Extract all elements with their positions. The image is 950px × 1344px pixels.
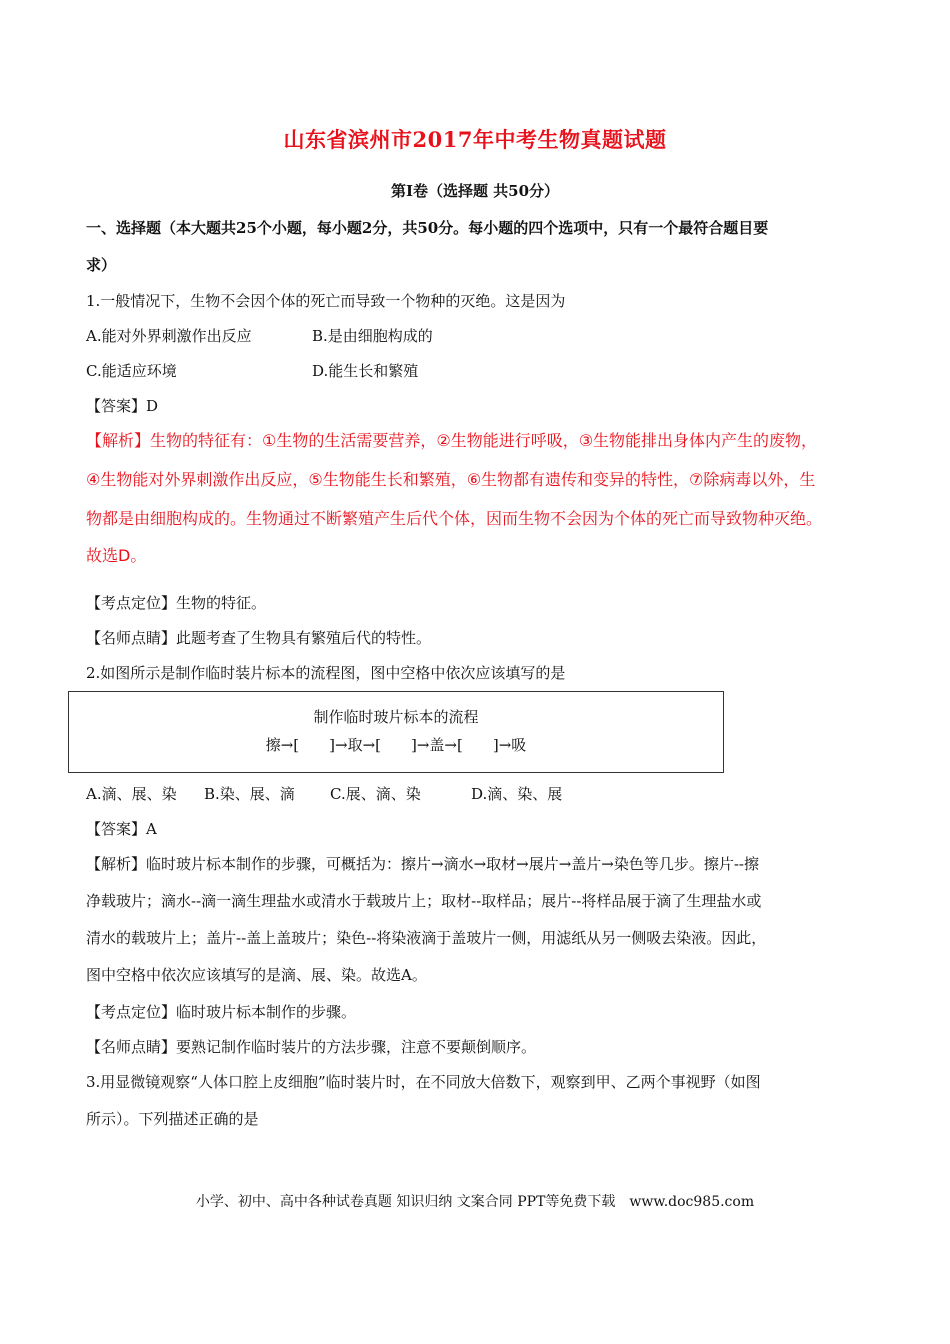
q1-option-a: A.能对外界刺激作出反应 <box>86 327 252 345</box>
section-instructions-line1: 一、选择题（本大题共25个小题，每小题2分，共50分。每小题的四个选项中，只有一个最符合题目要 <box>86 219 769 237</box>
section-instructions-line2: 求） <box>86 256 117 274</box>
flowchart-steps: 擦→[ ]→取→[ ]→盖→[ ]→吸 <box>265 736 527 754</box>
q2-option-c: C.展、滴、染 <box>330 785 421 803</box>
section-subtitle: 第Ⅰ卷（选择题 共50分） <box>390 182 560 200</box>
q2-analysis-line1: 【解析】临时玻片标本制作的步骤，可概括为：擦片→滴水→取材→展片→盖片→染色等几步。擦片--擦 <box>86 855 759 873</box>
q1-option-d: D.能生长和繁殖 <box>312 362 419 380</box>
q2-answer: 【答案】A <box>86 820 157 838</box>
q1-kaodian: 【考点定位】生物的特征。 <box>86 594 267 612</box>
q3-stem-line2: 所示）。下列描述正确的是 <box>86 1110 259 1128</box>
q1-option-b: B.是由细胞构成的 <box>312 327 433 345</box>
flowchart-box <box>68 691 724 773</box>
q1-answer: 【答案】D <box>86 397 159 415</box>
q1-analysis-line3: 物都是由细胞构成的。生物通过不断繁殖产生后代个体，因而生物不会因为个体的死亡而导致物种灭绝。 <box>86 509 823 528</box>
page-title: 山东省滨州市2017年中考生物真题试题 <box>283 127 667 152</box>
q1-analysis-line1: 【解析】生物的特征有：①生物的生活需要营养，②生物能进行呼吸，③生物能排出身体内产生的废物， <box>86 431 818 450</box>
q1-option-c: C.能适应环境 <box>86 362 177 380</box>
q2-kaodian: 【考点定位】临时玻片标本制作的步骤。 <box>86 1003 357 1021</box>
page-footer: 小学、初中、高中各种试卷真题 知识归纳 文案合同 PPT等免费下载 www.doc985.com <box>195 1194 755 1210</box>
q2-option-a: A.滴、展、染 <box>86 785 177 803</box>
q2-mingshi: 【名师点睛】要熟记制作临时装片的方法步骤，注意不要颠倒顺序。 <box>86 1038 537 1056</box>
q2-option-b: B.染、展、滴 <box>204 785 295 803</box>
q2-analysis-line4: 图中空格中依次应该填写的是滴、展、染。故选A。 <box>86 966 427 984</box>
q1-stem: 1.一般情况下，生物不会因个体的死亡而导致一个物种的灭绝。这是因为 <box>86 292 566 310</box>
q1-analysis-line2: ④生物能对外界刺激作出反应，⑤生物能生长和繁殖，⑥生物都有遗传和变异的特性，⑦除病毒以外，生 <box>86 470 816 489</box>
q2-option-d: D.滴、染、展 <box>471 785 563 803</box>
q1-analysis-line4: 故选D。 <box>86 546 147 565</box>
q2-stem: 2.如图所示是制作临时装片标本的流程图，图中空格中依次应该填写的是 <box>86 664 566 682</box>
flowchart-title: 制作临时玻片标本的流程 <box>313 708 479 726</box>
q3-stem-line1: 3.用显微镜观察“人体口腔上皮细胞”临时装片时，在不同放大倍数下，观察到甲、乙两个事视野（如图 <box>86 1073 761 1091</box>
q2-analysis-line3: 清水的载玻片上；盖片--盖上盖玻片；染色--将染液滴于盖玻片一侧，用滤纸从另一侧吸去染液。因此， <box>86 929 767 947</box>
q1-mingshi: 【名师点睛】此题考查了生物具有繁殖后代的特性。 <box>86 629 432 647</box>
q2-analysis-line2: 净载玻片；滴水--滴一滴生理盐水或清水于载玻片上；取材--取样品；展片--将样品展于滴了生理盐水或 <box>86 892 762 910</box>
